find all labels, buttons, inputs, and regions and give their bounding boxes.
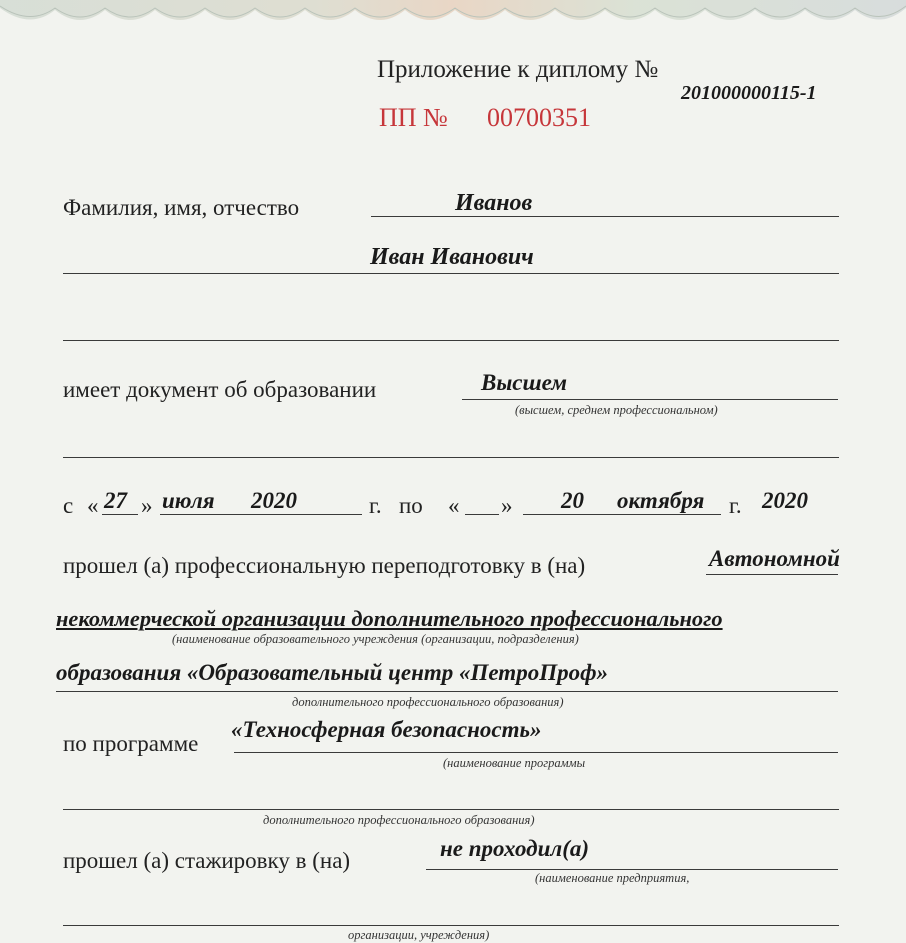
internship-hint-2: организации, учреждения) <box>348 928 490 942</box>
program-value: «Техносферная безопасность» <box>231 717 542 742</box>
decorative-guilloche-border <box>0 0 906 40</box>
retraining-label: прошел (а) профессиональную переподготовку в (на) <box>63 553 586 578</box>
education-underline <box>462 399 838 400</box>
education-label: имеет документ об образовании <box>63 377 377 402</box>
retraining-org-part1: Автономной <box>709 546 840 571</box>
education-value: Высшем <box>481 370 568 395</box>
period-close-quote-1: » <box>141 493 153 518</box>
retraining-underline-1 <box>706 574 838 575</box>
series-number: 00700351 <box>487 103 591 132</box>
period-close-quote-2: » <box>501 493 513 518</box>
period-year-suffix-2: г. <box>729 493 742 518</box>
fio-underline-3 <box>63 340 839 341</box>
day-to-underline <box>465 514 499 515</box>
day-from-value: 27 <box>104 488 127 513</box>
period-open-quote-1: « <box>87 493 99 518</box>
program-underline <box>234 752 838 753</box>
period-open-quote-2: « <box>448 493 460 518</box>
period-from-prefix: с <box>63 493 74 518</box>
program-underline-2 <box>63 809 839 810</box>
internship-hint-1: (наименование предприятия, <box>535 871 690 885</box>
fio-underline-2 <box>63 273 839 274</box>
series-prefix: ПП № <box>379 103 448 132</box>
period-to-word: по <box>399 493 423 518</box>
appendix-title: Приложение к диплому № <box>377 56 659 83</box>
internship-underline-2 <box>63 925 839 926</box>
retraining-org-part2: некоммерческой организации дополнительного профессионального <box>56 606 723 631</box>
day-to-value: 20 <box>561 488 584 513</box>
year-to-value: 2020 <box>762 488 808 513</box>
day-from-underline <box>102 514 138 515</box>
month-to-underline <box>523 514 721 515</box>
program-label: по программе <box>63 731 199 756</box>
retraining-hint-2: дополнительного профессионального образования) <box>292 695 564 709</box>
fio-underline-1 <box>371 216 839 217</box>
retraining-underline-3 <box>56 691 838 692</box>
month-from-value: июля <box>162 488 215 513</box>
diploma-number: 201000000115-1 <box>681 82 817 104</box>
surname-value: Иванов <box>455 190 533 216</box>
education-underline-2 <box>63 457 839 458</box>
education-hint: (высшем, среднем профессиональном) <box>515 403 718 417</box>
year-from-value: 2020 <box>251 488 297 513</box>
internship-label: прошел (а) стажировку в (на) <box>63 848 351 873</box>
program-hint-1: (наименование программы <box>443 756 586 770</box>
internship-value: не проходил(а) <box>440 836 590 861</box>
month-to-value: октября <box>617 488 705 513</box>
period-year-suffix-1: г. <box>369 493 382 518</box>
internship-underline <box>426 869 838 870</box>
retraining-hint-1: (наименование образовательного учреждения (организации, подразделения) <box>172 632 579 646</box>
retraining-org-part3: образования «Образовательный центр «ПетроПроф» <box>56 660 609 685</box>
program-hint-2: дополнительного профессионального образования) <box>263 813 535 827</box>
month-from-underline <box>160 514 362 515</box>
fio-label: Фамилия, имя, отчество <box>63 195 300 220</box>
name-patronymic-value: Иван Иванович <box>370 244 534 270</box>
